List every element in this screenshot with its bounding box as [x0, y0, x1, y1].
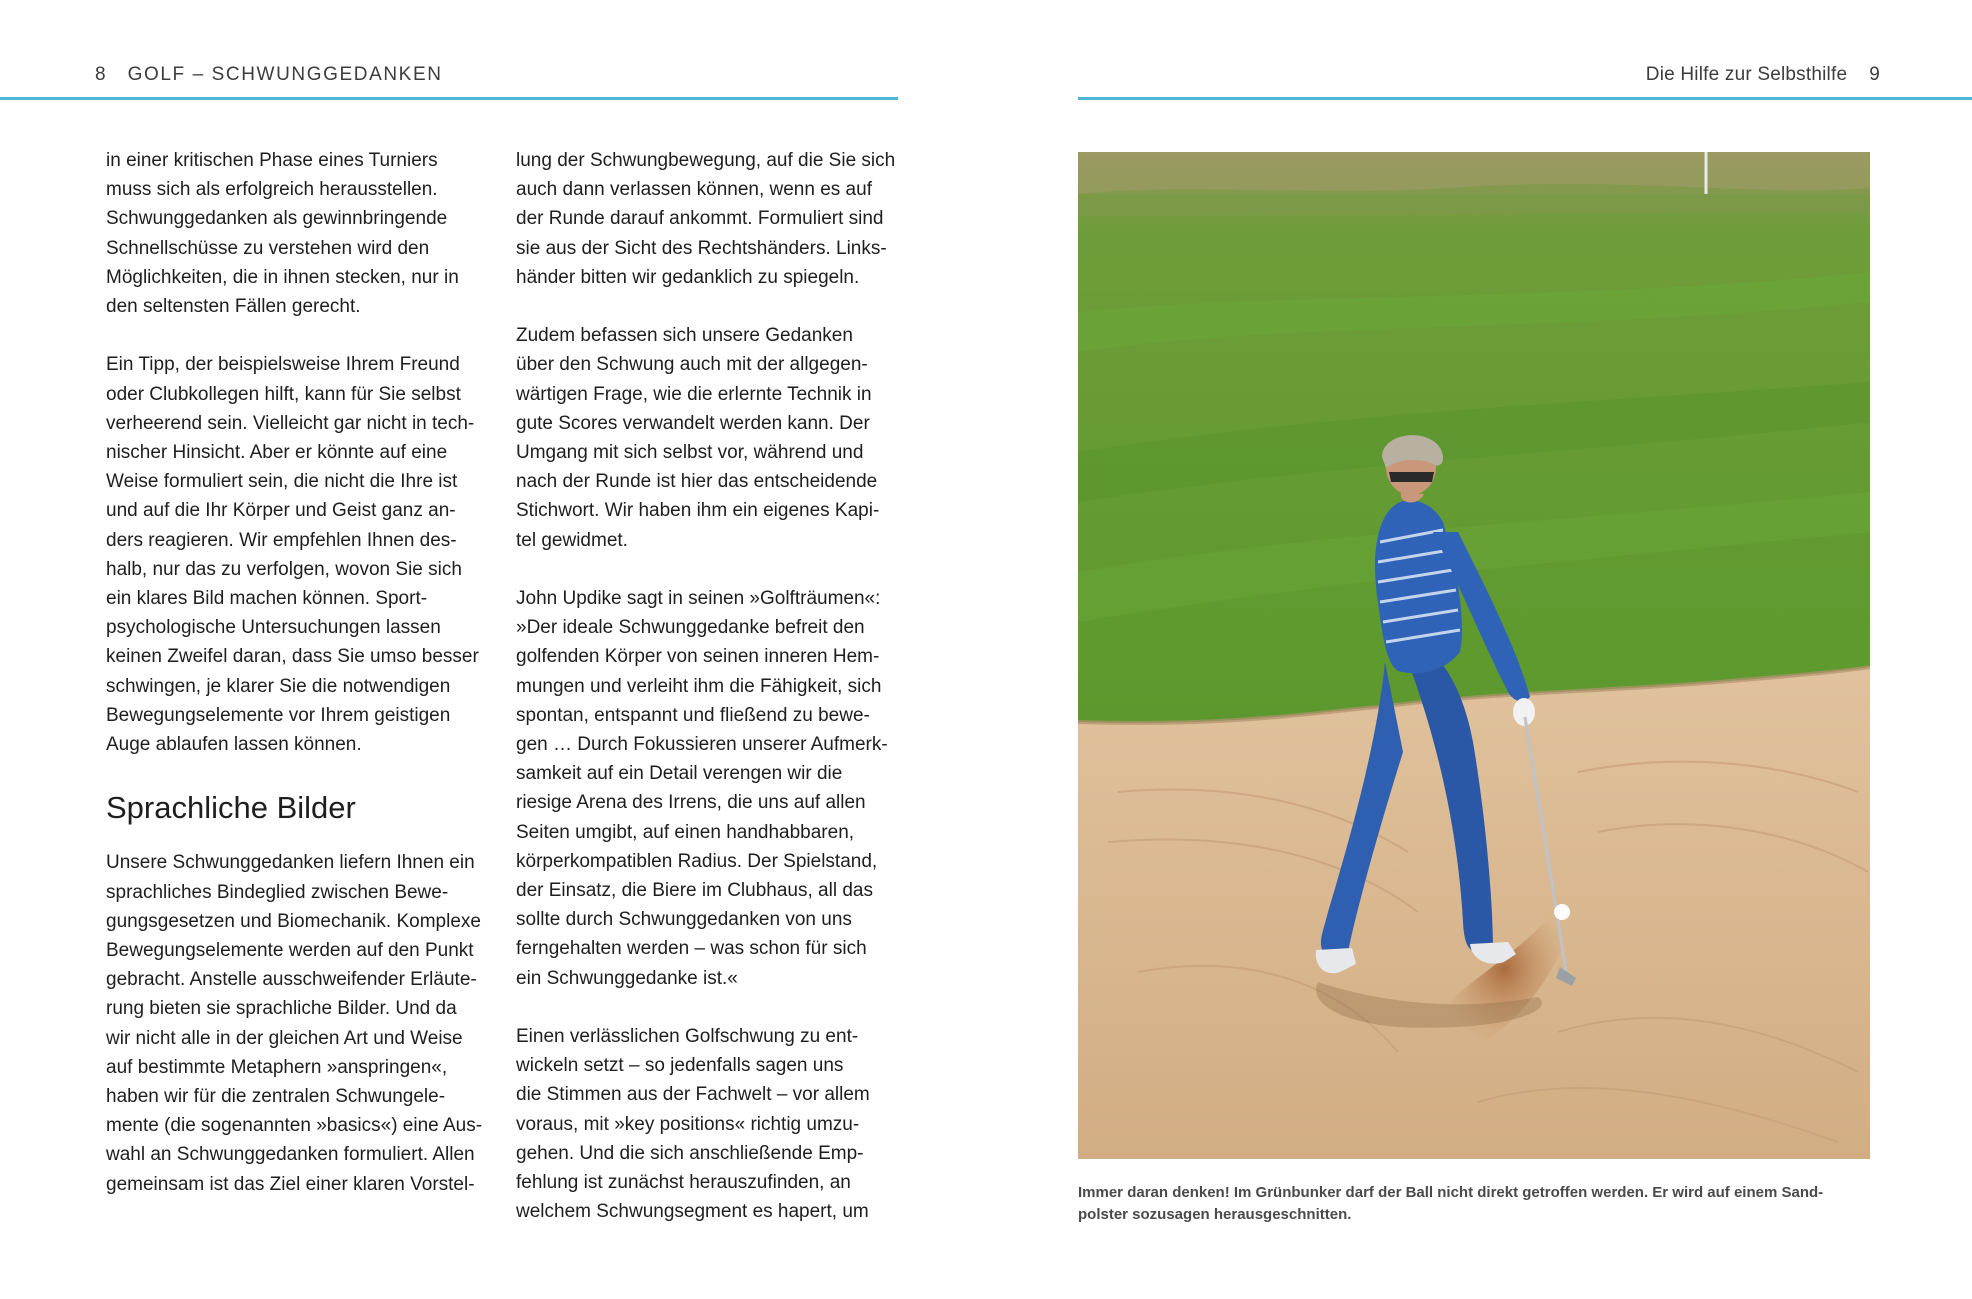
- text-line: gebracht. Anstelle ausschweifender Erläute-: [106, 969, 477, 991]
- text-line: Schwunggedanken als gewinnbringende: [106, 208, 448, 230]
- text-line: Weise formuliert sein, die nicht die Ihre ist: [106, 471, 458, 493]
- page-number-left: 8: [95, 64, 106, 85]
- text-line: die Stimmen aus der Fachwelt – vor allem: [516, 1084, 870, 1106]
- text-line: psychologische Untersuchungen lassen: [106, 617, 441, 639]
- golfer-bunker-photo: [1078, 152, 1870, 1159]
- text-line: halb, nur das zu verfolgen, wovon Sie sich: [106, 558, 462, 580]
- page-number-right: 9: [1869, 64, 1880, 85]
- text-line: der Einsatz, die Biere im Clubhaus, all das: [516, 880, 873, 902]
- paragraph: [516, 584, 911, 993]
- text-line: ein klares Bild machen können. Sport-: [106, 588, 428, 610]
- text-line: Einen verlässlichen Golfschwung zu ent-: [516, 1026, 859, 1048]
- text-line: mente (die sogenannten »basics«) eine Aus-: [106, 1115, 483, 1137]
- header-rule-left: [0, 97, 898, 100]
- right-page: [986, 0, 1972, 1299]
- paragraph: [516, 1022, 911, 1226]
- text-line: gen … Durch Fokussieren unserer Aufmerk-: [516, 734, 888, 756]
- paragraph: [106, 350, 501, 759]
- text-line: mungen und verleiht ihm die Fähigkeit, sich: [516, 675, 882, 697]
- text-line: voraus, mit »key positions« richtig umzu-: [516, 1113, 860, 1135]
- running-head-right-title: Die Hilfe zur Selbsthilfe: [1645, 64, 1848, 85]
- text-line: schwingen, je klarer Sie die notwendigen: [106, 675, 451, 697]
- text-line: ferngehalten werden – was schon für sich: [516, 938, 867, 960]
- text-line: Stichwort. Wir haben ihm ein eigenes Kapi-: [516, 500, 880, 522]
- text-line: wahl an Schwunggedanken formuliert. Allen: [106, 1144, 475, 1166]
- text-column-1: [106, 146, 501, 1228]
- text-line: keinen Zweifel daran, dass Sie umso besser: [106, 646, 479, 668]
- photo-caption: [1078, 1182, 1878, 1226]
- text-line: haben wir für die zentralen Schwungele-: [106, 1086, 446, 1108]
- paragraph: [516, 321, 911, 555]
- text-line: oder Clubkollegen hilft, kann für Sie selbst: [106, 383, 461, 405]
- text-line: Seiten umgibt, auf einen handhabbaren,: [516, 821, 855, 843]
- text-line: nischer Hinsicht. Aber er könnte auf eine: [106, 442, 448, 464]
- text-line: händer bitten wir gedanklich zu spiegeln.: [516, 266, 860, 288]
- text-line: »Der ideale Schwunggedanke befreit den: [516, 617, 865, 639]
- paragraph: [106, 146, 501, 321]
- text-line: sprachliches Bindeglied zwischen Bewe-: [106, 881, 449, 903]
- text-line: Bewegungselemente werden auf den Punkt: [106, 940, 474, 962]
- text-line: wir nicht alle in der gleichen Art und Weise: [106, 1027, 463, 1049]
- text-line: Schnellschüsse zu verstehen wird den: [106, 237, 430, 259]
- text-line: welchem Schwungsegment es hapert, um: [516, 1201, 869, 1223]
- running-head-left-title: GOLF – SCHWUNGGEDANKEN: [127, 64, 443, 85]
- text-line: verheerend sein. Vielleicht gar nicht in tech-: [106, 412, 475, 434]
- text-line: den seltensten Fällen gerecht.: [106, 296, 361, 318]
- running-head-left: [95, 64, 443, 86]
- golfer-glove: [1513, 698, 1535, 726]
- text-line: gute Scores verwandelt werden kann. Der: [516, 412, 870, 434]
- text-line: und auf die Ihr Körper und Geist ganz an-: [106, 500, 456, 522]
- text-line: lung der Schwungbewegung, auf die Sie sich: [516, 150, 896, 171]
- text-line: Unsere Schwunggedanken liefern Ihnen ein: [106, 852, 475, 874]
- section-heading: Sprachliche Bilder: [106, 790, 356, 826]
- text-line: über den Schwung auch mit der allgegen-: [516, 354, 868, 376]
- text-line: gehen. Und die sich anschließende Emp-: [516, 1142, 864, 1164]
- header-rule-right: [1078, 97, 1972, 100]
- paragraph: [516, 146, 911, 292]
- text-line: riesige Arena des Irrens, die uns auf allen: [516, 792, 866, 814]
- paragraph: [106, 848, 501, 1198]
- text-column-2: [516, 146, 911, 1256]
- golfer-sunglasses: [1389, 472, 1434, 482]
- text-line: sie aus der Sicht des Rechtshänders. Links-: [516, 237, 887, 259]
- text-line: wickeln setzt – so jedenfalls sagen uns: [516, 1055, 844, 1077]
- golf-ball: [1554, 904, 1570, 920]
- caption-line: polster sozusagen herausgeschnitten.: [1078, 1206, 1352, 1223]
- text-line: auch dann verlassen können, wenn es auf: [516, 179, 872, 201]
- text-line: Möglichkeiten, die in ihnen stecken, nur in: [106, 266, 459, 288]
- text-line: tel gewidmet.: [516, 529, 628, 551]
- text-line: Umgang mit sich selbst vor, während und: [516, 442, 864, 464]
- text-line: ein Schwunggedanke ist.«: [516, 967, 738, 989]
- text-line: samkeit auf ein Detail verengen wir die: [516, 763, 843, 785]
- text-line: körperkompatiblen Radius. Der Spielstand,: [516, 850, 878, 872]
- text-line: der Runde darauf ankommt. Formuliert sind: [516, 208, 884, 230]
- text-line: wärtigen Frage, wie die erlernte Technik in: [516, 383, 872, 405]
- text-line: muss sich als erfolgreich herausstellen.: [106, 179, 438, 201]
- text-line: golfenden Körper von seinen inneren Hem-: [516, 646, 880, 668]
- text-line: fehlung ist zunächst herauszufinden, an: [516, 1172, 851, 1194]
- text-line: Bewegungselemente vor Ihrem geistigen: [106, 704, 451, 726]
- text-line: auf bestimmte Metaphern »anspringen«,: [106, 1056, 448, 1078]
- text-line: spontan, entspannt und fließend zu bewe-: [516, 704, 870, 726]
- text-line: gungsgesetzen und Biomechanik. Komplexe: [106, 910, 481, 932]
- text-line: nach der Runde ist hier das entscheidende: [516, 471, 878, 493]
- text-line: in einer kritischen Phase eines Turniers: [106, 150, 438, 171]
- caption-line: Immer daran denken! Im Grünbunker darf der Ball nicht direkt getroffen werden. Er wird auf einem Sand-: [1078, 1184, 1824, 1201]
- text-line: John Updike sagt in seinen »Golfträumen«:: [516, 588, 881, 610]
- text-line: sollte durch Schwunggedanken von uns: [516, 909, 852, 931]
- text-line: gemeinsam ist das Ziel einer klaren Vorstel-: [106, 1173, 475, 1195]
- running-head-right: [1646, 64, 1880, 86]
- text-line: Zudem befassen sich unsere Gedanken: [516, 325, 853, 347]
- text-line: Ein Tipp, der beispielsweise Ihrem Freund: [106, 354, 460, 376]
- text-line: ders reagieren. Wir empfehlen Ihnen des-: [106, 529, 457, 551]
- text-line: rung bieten sie sprachliche Bilder. Und da: [106, 998, 457, 1020]
- text-line: Auge ablaufen lassen können.: [106, 734, 362, 756]
